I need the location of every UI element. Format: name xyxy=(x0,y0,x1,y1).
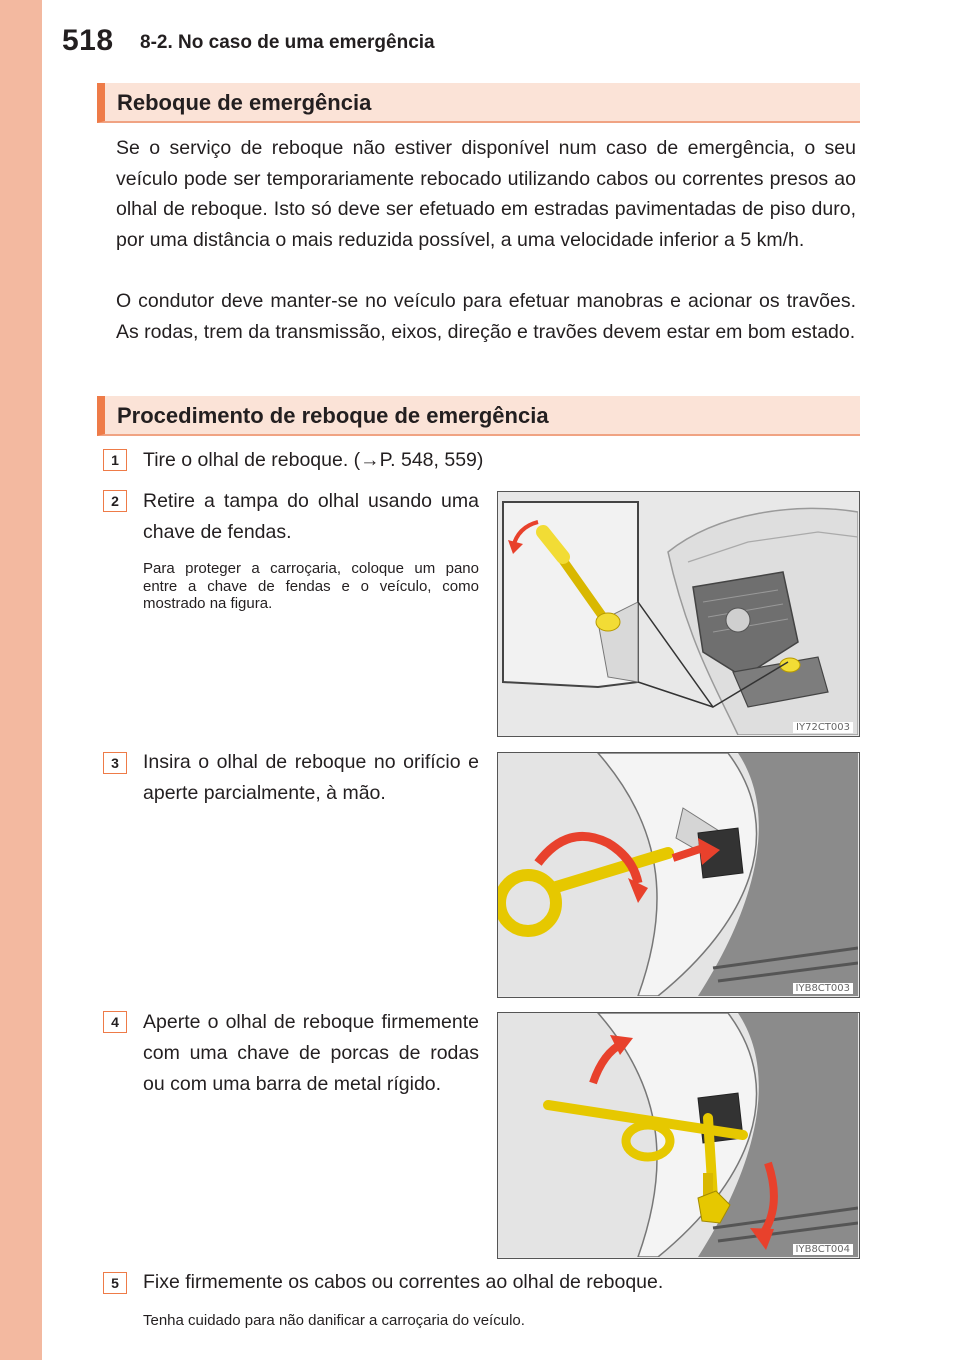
figure-tighten-towing-eyelet xyxy=(497,1012,860,1259)
paragraph-towing-intro: Se o serviço de reboque não estiver disponível num caso de emergência, o seu veículo pode ser temporariamente rebocado utilizando cabos ou correntes presos ao olhal de reboque. Isto só deve ser efetuado em estradas pavimentadas de piso duro, por uma distância o mais reduzida possível, a uma velocidade inferior a 5 km/h. xyxy=(116,137,856,251)
step-2-text: Retire a tampa do olhal usando uma chave de fendas. xyxy=(143,490,479,543)
towing-eyelet-insert-illustration xyxy=(498,753,858,996)
section-heading-emergency-towing xyxy=(97,83,860,123)
towing-eyelet-tighten-illustration xyxy=(498,1013,858,1257)
chapter-title: 8-2. No caso de uma emergência xyxy=(140,32,435,53)
section-title: Procedimento de reboque de emergência xyxy=(117,403,549,428)
step-number-badge: 5 xyxy=(103,1272,127,1294)
step-1-text: Tire o olhal de reboque. (→P. 548, 559) xyxy=(143,449,484,471)
paragraph-driver-note: O condutor deve manter-se no veículo para efetuar manobras e acionar os travões. As rodas, trem da transmissão, eixos, direção e travões devem estar em bom estado. xyxy=(116,290,856,343)
step-4-text: Aperte o olhal de reboque firmemente com uma chave de porcas de rodas ou com uma barra de metal rígido. xyxy=(143,1011,479,1095)
section-heading-towing-procedure xyxy=(97,396,860,436)
figure-code: IY72CT003 xyxy=(793,722,853,733)
step-5-text: Fixe firmemente os cabos ou correntes ao olhal de reboque. xyxy=(143,1271,664,1293)
step-3-text: Insira o olhal de reboque no orifício e aperte parcialmente, à mão. xyxy=(143,751,479,804)
step-number-badge: 1 xyxy=(103,449,127,471)
page-number: 518 xyxy=(62,24,114,57)
step-2-note: Para proteger a carroçaria, coloque um pano entre a chave de fendas e o veículo, como mostrado na figura. xyxy=(143,560,479,612)
figure-remove-cover xyxy=(497,491,860,737)
chapter-sidebar-tab xyxy=(0,0,42,1360)
section-title: Reboque de emergência xyxy=(117,90,372,115)
step-5-note: Tenha cuidado para não danificar a carroçaria do veículo. xyxy=(143,1312,525,1329)
figure-code: IYB8CT004 xyxy=(793,1244,853,1255)
step-number-badge: 2 xyxy=(103,490,127,512)
car-front-cover-illustration xyxy=(498,492,858,735)
figure-insert-towing-eyelet xyxy=(497,752,860,998)
figure-code: IYB8CT003 xyxy=(793,983,853,994)
step-number-badge: 3 xyxy=(103,752,127,774)
step-number-badge: 4 xyxy=(103,1011,127,1033)
